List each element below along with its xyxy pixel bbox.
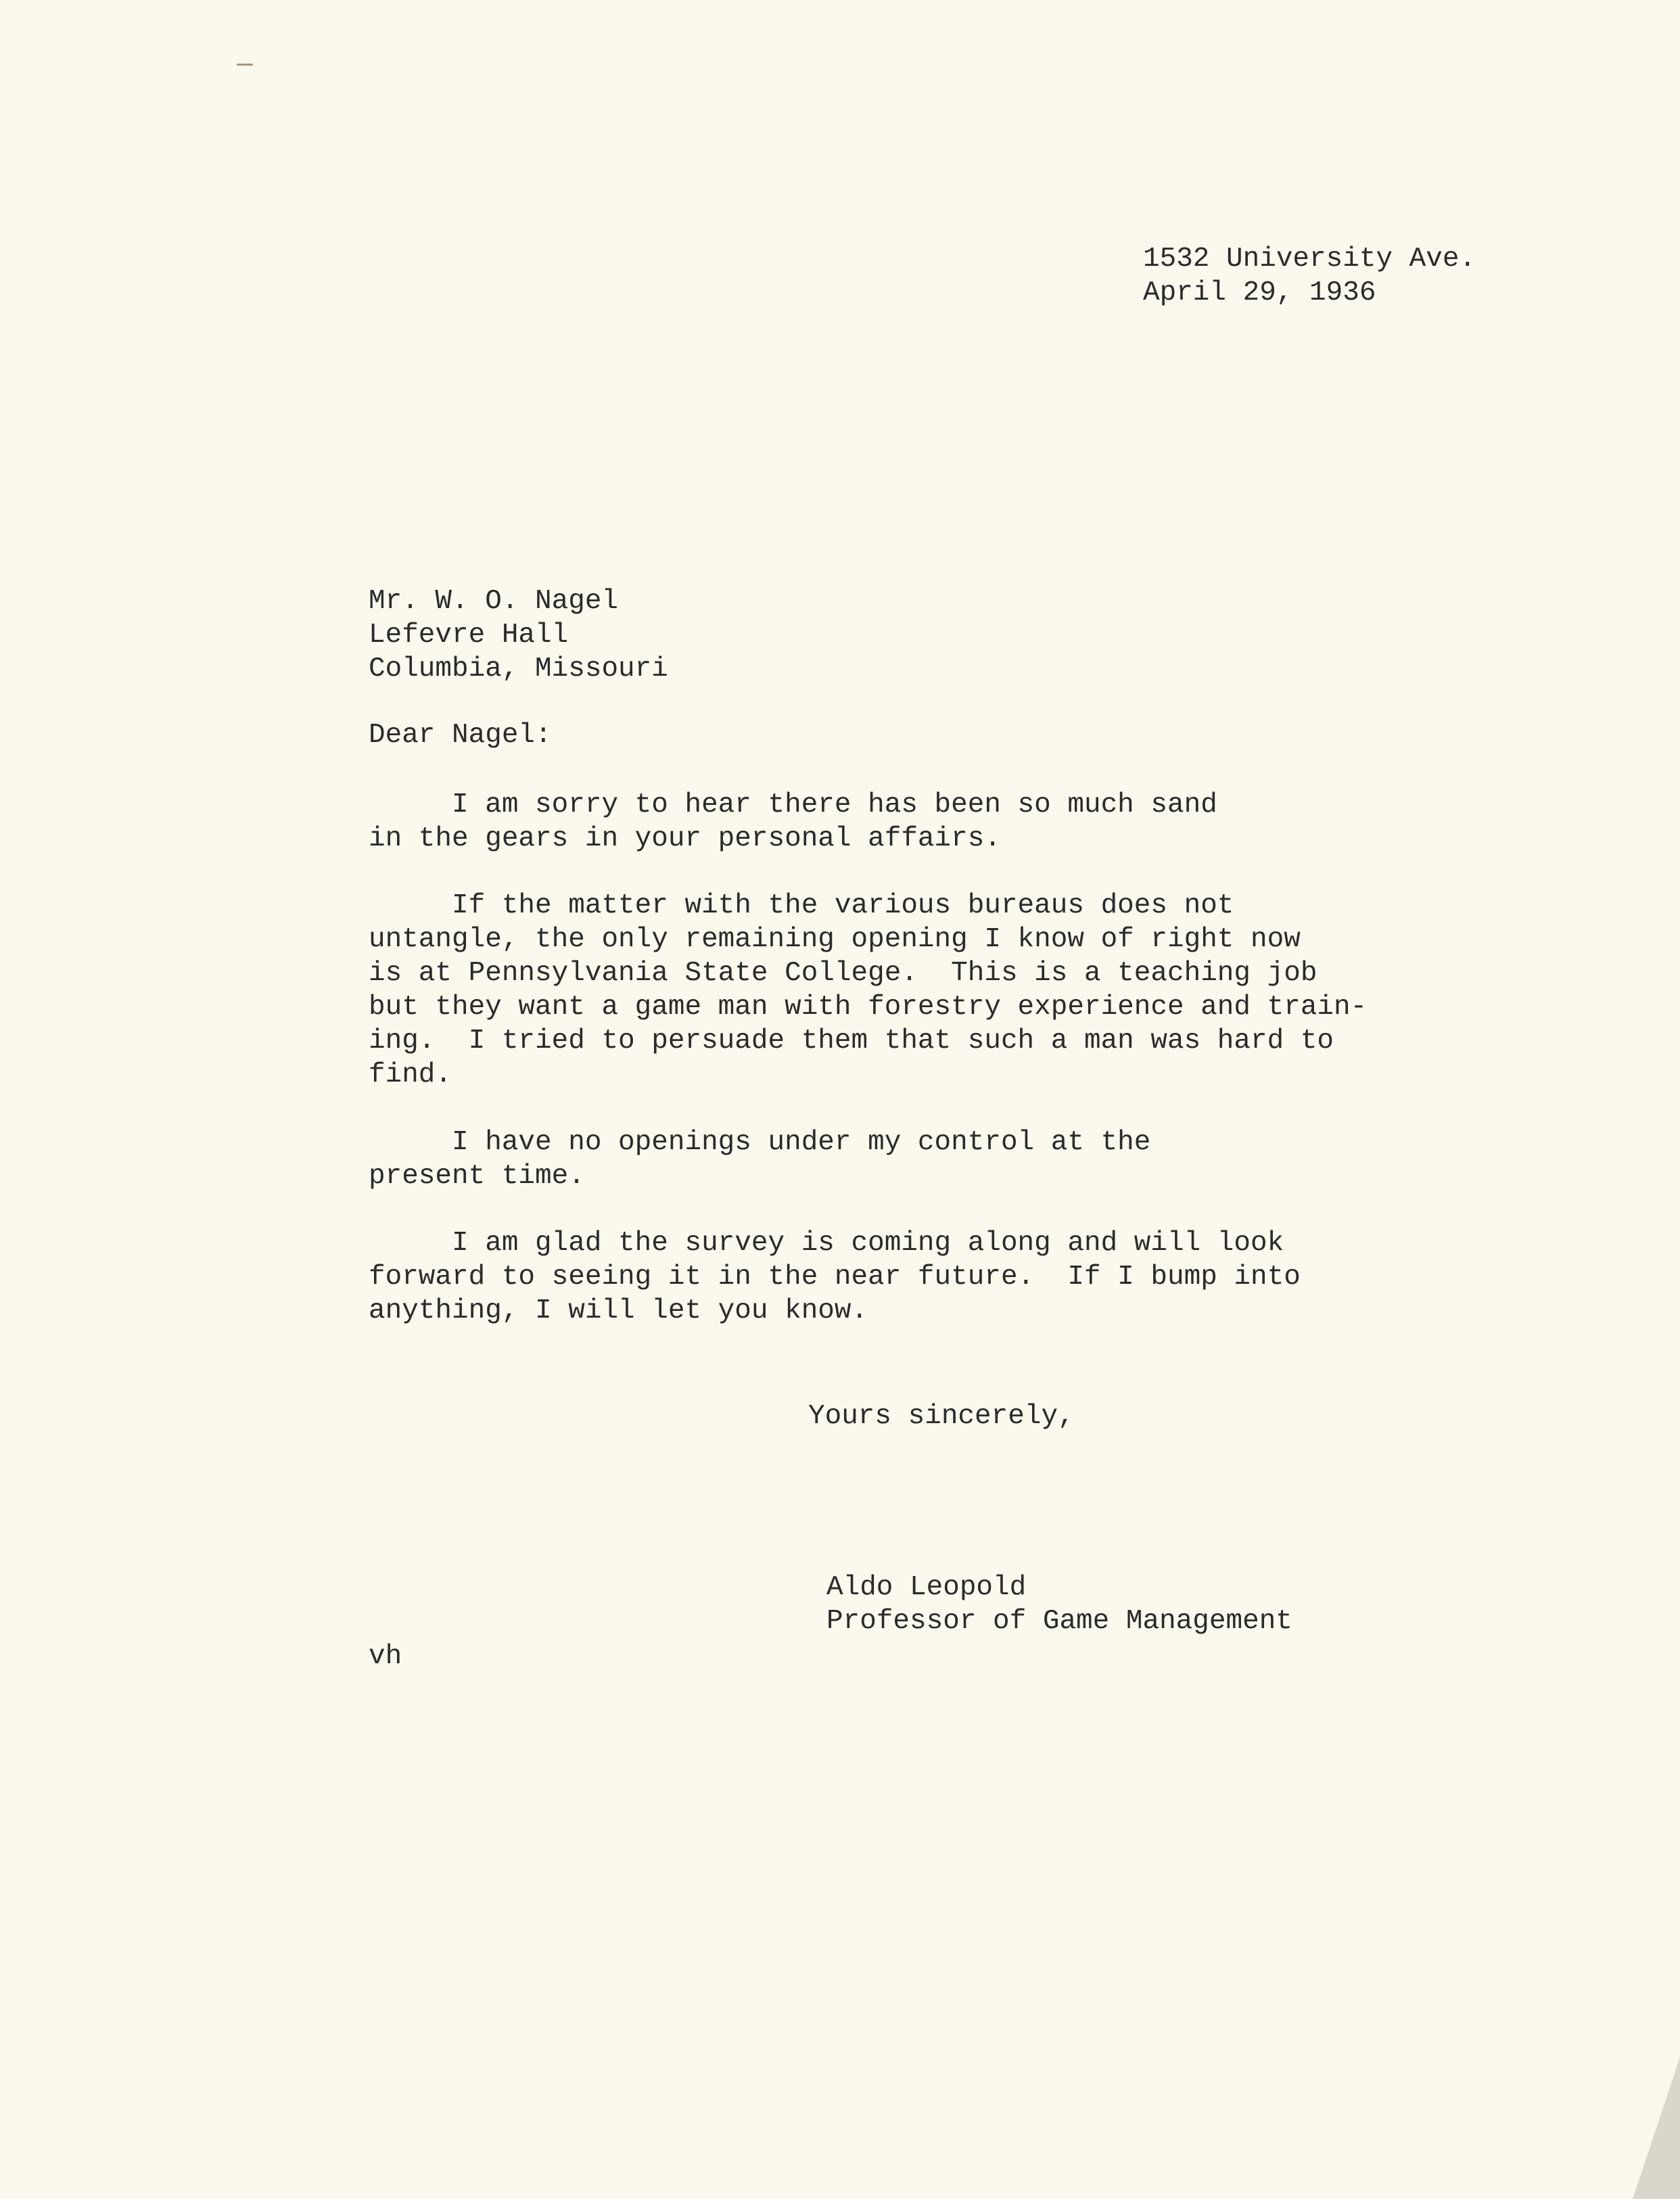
paragraph (369, 1126, 1150, 1193)
paragraph-line: I am sorry to hear there has been so much sand (369, 789, 1217, 820)
paragraph-line: but they want a game man with forestry experience and train- (369, 992, 1368, 1023)
signature-block (826, 1571, 1292, 1638)
signer-name: Aldo Leopold (826, 1572, 1027, 1603)
salutation (369, 718, 552, 752)
street-address: 1532 University Ave. (1143, 244, 1476, 275)
paragraph-line: anything, I will let you know. (369, 1295, 868, 1326)
paragraph-line: I am glad the survey is coming along and will look (369, 1228, 1284, 1259)
paragraph (369, 889, 1367, 1092)
paragraph-line: ing. I tried to persuade them that such a man was hard to (369, 1025, 1334, 1057)
typist-initials-text: vh (369, 1641, 402, 1672)
paragraph-line: is at Pennsylvania State College. This is a teaching job (369, 958, 1317, 989)
closing-text: Yours sincerely, (808, 1401, 1075, 1432)
paragraph (369, 1226, 1301, 1328)
recipient-city: Columbia, Missouri (369, 653, 668, 685)
closing (808, 1399, 1075, 1433)
paragraph-line: present time. (369, 1161, 585, 1192)
paragraph-line: in the gears in your personal affairs. (369, 823, 1001, 854)
paragraph-line: I have no openings under my control at the (369, 1127, 1151, 1158)
recipient-address (369, 584, 668, 686)
typist-initials (369, 1640, 402, 1673)
recipient-name: Mr. W. O. Nagel (369, 586, 619, 617)
letter-date: April 29, 1936 (1143, 277, 1376, 308)
paragraph-line: untangle, the only remaining opening I know of right now (369, 924, 1301, 955)
page-corner (1633, 2057, 1680, 2199)
paragraph-line: find. (369, 1059, 452, 1090)
recipient-building: Lefevre Hall (369, 620, 569, 651)
signer-title: Professor of Game Management (826, 1606, 1292, 1637)
salutation-text: Dear Nagel: (369, 720, 552, 751)
return-address (1143, 242, 1476, 310)
paragraph (369, 788, 1217, 856)
paper-speck (237, 64, 253, 66)
paragraph-line: If the matter with the various bureaus does not (369, 890, 1234, 921)
paragraph-line: forward to seeing it in the near future. If I bump into (369, 1261, 1301, 1293)
